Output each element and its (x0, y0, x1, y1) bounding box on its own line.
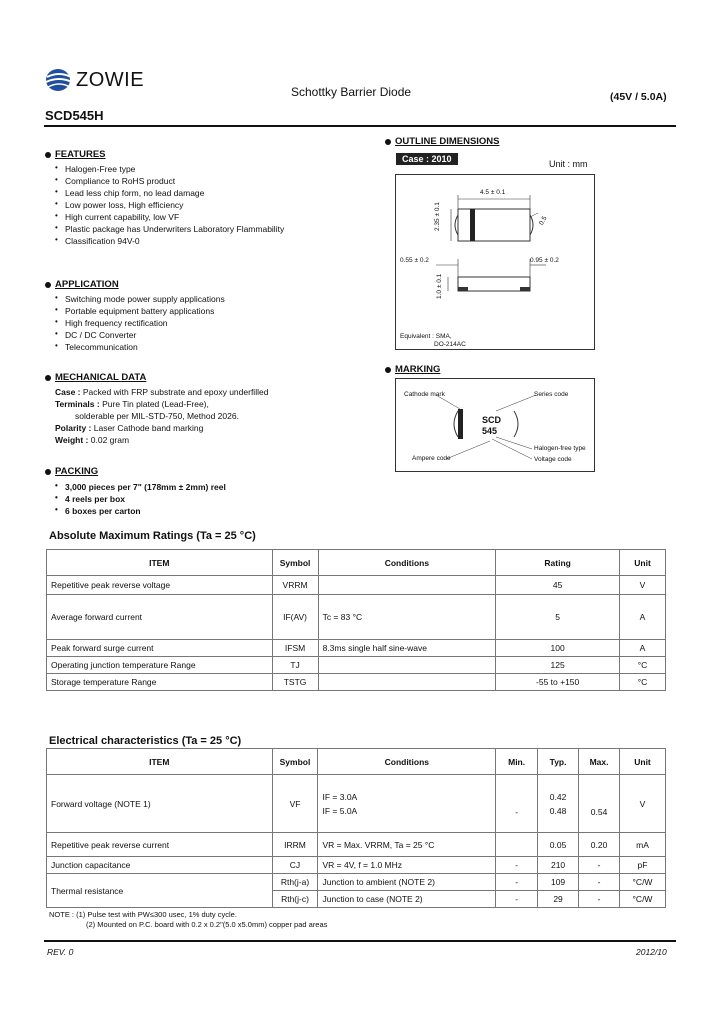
bullet-icon (385, 367, 391, 373)
col-header: Symbol (272, 749, 318, 775)
list-item: • High frequency rectification (55, 317, 345, 329)
dim-pad-right: 0.95 ± 0.2 (530, 257, 559, 264)
unit-label: Unit : mm (549, 159, 588, 169)
col-header: Conditions (318, 550, 496, 576)
halogen-free-label: Halogen-free type (534, 445, 586, 452)
dim-height: 1.0 ± 0.1 (436, 273, 443, 299)
outline-heading (385, 136, 500, 147)
bullet-icon (45, 282, 51, 288)
list-item: • Plastic package has Underwriters Laboratory Flammability (55, 223, 345, 235)
table-row: Operating junction temperature Range TJ 125 °C (47, 657, 666, 674)
voltage-code-label: Voltage code (534, 456, 572, 463)
header-divider (44, 125, 676, 127)
bullet-icon (385, 139, 391, 145)
marking-heading (385, 364, 440, 375)
dim-pad-left: 0.55 ± 0.2 (400, 257, 429, 264)
note-2: (2) Mounted on P.C. board with 0.2 x 0.2"(5.0 x5.0mm) copper pad areas (86, 920, 328, 929)
page-title: Schottky Barrier Diode (291, 85, 412, 99)
list-item: • 4 reels per box (55, 493, 345, 505)
list-item: • Compliance to RoHS product (55, 175, 345, 187)
list-item: • 3,000 pieces per 7" (178mm ± 2mm) reel (55, 481, 345, 493)
mechanical-heading (45, 372, 146, 383)
equivalent-label-2: DO-214AC (434, 341, 466, 348)
cathode-mark-label: Cathode mark (404, 391, 445, 398)
packing-heading (45, 466, 98, 477)
application-title: APPLICATION (55, 279, 119, 290)
table-row: Peak forward surge current IFSM 8.3ms single half sine-wave 100 A (47, 640, 666, 657)
bullet-icon (45, 469, 51, 475)
equivalent-label-1: Equivalent : SMA, (400, 333, 452, 340)
marking-drawing (395, 378, 595, 472)
footer-divider (44, 940, 676, 942)
abs-max-table (46, 549, 666, 691)
case-badge: Case : 2010 (396, 153, 458, 165)
weight-row: Weight : 0.02 gram (55, 435, 130, 445)
col-header: Symbol (272, 550, 318, 576)
bullet-icon (45, 152, 51, 158)
table-row: Storage temperature Range TSTG -55 to +150 °C (47, 674, 666, 691)
list-item: • Switching mode power supply applications (55, 293, 345, 305)
ampere-code-label: Ampere code (412, 455, 451, 462)
application-heading (45, 279, 119, 290)
table-header-row (47, 749, 666, 775)
abs-max-title: Absolute Maximum Ratings (Ta = 25 °C) (49, 530, 256, 542)
elec-title: Electrical characteristics (Ta = 25 °C) (49, 735, 242, 747)
chip-marking-line2: 545 (482, 426, 498, 436)
list-item: • High current capability, low VF (55, 211, 345, 223)
table-row: Repetitive peak reverse current IRRM VR = Max. VRRM, Ta = 25 °C 0.05 0.20 mA (47, 833, 666, 857)
marking-title: MARKING (395, 364, 441, 375)
col-header: Unit (620, 550, 666, 576)
polarity-row: Polarity : Laser Cathode band marking (55, 423, 204, 433)
series-code-label: Series code (534, 391, 569, 398)
zowie-logo (45, 68, 73, 97)
revision-label: REV. 0 (47, 947, 74, 957)
list-item: • Classification 94V-0 (55, 235, 345, 247)
brand-name: ZOWIE (76, 69, 145, 91)
col-header: Conditions (318, 749, 496, 775)
mechanical-data (55, 386, 355, 446)
dim-width: 2.35 ± 0.1 (434, 202, 441, 231)
packing-list (55, 481, 345, 517)
mechanical-title: MECHANICAL DATA (55, 372, 147, 383)
features-list (55, 163, 345, 247)
col-header: Rating (496, 550, 620, 576)
col-header: ITEM (47, 749, 273, 775)
col-header: Typ. (538, 749, 579, 775)
list-item: • Halogen-Free type (55, 163, 345, 175)
list-item: • Lead less chip form, no lead damage (55, 187, 345, 199)
col-header: Max. (579, 749, 620, 775)
application-list (55, 293, 345, 353)
outline-title: OUTLINE DIMENSIONS (395, 136, 500, 147)
list-item: • Low power loss, High efficiency (55, 199, 345, 211)
features-title: FEATURES (55, 149, 106, 160)
rating-label: (45V / 5.0A) (610, 91, 667, 103)
table-row: Thermal resistance Rth(j-a) Junction to ambient (NOTE 2) - 109 - °C/W (47, 874, 666, 891)
table-row: Repetitive peak reverse voltage VRRM 45 V (47, 576, 666, 595)
table-row: Junction capacitance CJ VR = 4V, f = 1.0 MHz - 210 - pF (47, 857, 666, 874)
dim-corner: 0.5 (538, 215, 549, 227)
table-row: Rth(j-c) Junction to case (NOTE 2) - 29 - °C/W (47, 891, 666, 908)
col-header: Unit (620, 749, 666, 775)
part-number: SCD545H (45, 108, 104, 123)
list-item: • 6 boxes per carton (55, 505, 345, 517)
table-row: Forward voltage (NOTE 1) VF IF = 3.0A IF = 5.0A - 0.42 0.48 0.54 V (47, 775, 666, 833)
table-row: Average forward current IF(AV) Tc = 83 °C 5 A (47, 595, 666, 640)
features-heading (45, 149, 106, 160)
col-header: ITEM (47, 550, 273, 576)
case-row: Case : Packed with FRP substrate and epoxy underfilled (55, 387, 269, 397)
terminals-row: Terminals : Pure Tin plated (Lead-Free), (55, 399, 209, 409)
date-label: 2012/10 (636, 947, 667, 957)
note-1: NOTE : (1) Pulse test with PW≤300 usec, 1% duty cycle. (49, 910, 237, 919)
list-item: • Telecommunication (55, 341, 345, 353)
chip-marking (482, 415, 501, 437)
globe-icon (45, 68, 73, 92)
elec-table (46, 748, 666, 908)
dim-length: 4.5 ± 0.1 (480, 189, 506, 196)
table-header-row (47, 550, 666, 576)
packing-title: PACKING (55, 466, 99, 477)
list-item: • DC / DC Converter (55, 329, 345, 341)
outline-drawing (395, 174, 595, 350)
bullet-icon (45, 375, 51, 381)
solder-row: solderable per MIL-STD-750, Method 2026. (75, 411, 239, 421)
list-item: • Portable equipment battery applications (55, 305, 345, 317)
col-header: Min. (496, 749, 538, 775)
chip-marking-line1: SCD (482, 415, 502, 425)
